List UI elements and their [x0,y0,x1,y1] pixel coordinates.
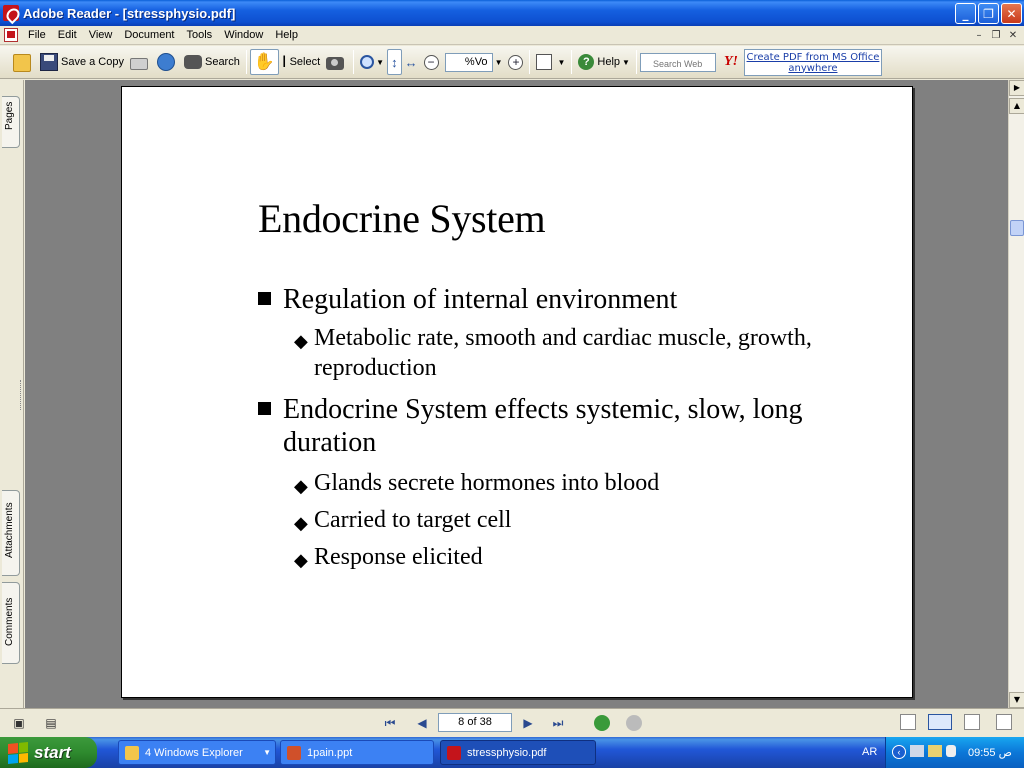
continuous-facing-layout-icon[interactable] [964,714,980,730]
next-page-button[interactable]: ▶ [523,716,533,730]
sub-bullet-text: Metabolic rate, smooth and cardiac muscle, growth, reproduction [314,325,812,381]
toolbar-separator [571,50,572,74]
help-button[interactable] [575,49,633,75]
pdf-page [121,86,913,698]
options-arrow-icon[interactable]: ▶ [1009,80,1024,96]
toolbar-separator [636,50,637,74]
status-bar [0,708,1024,736]
continuous-layout-icon[interactable] [928,714,952,730]
print-button[interactable] [127,49,154,75]
menu-file[interactable]: File [28,29,46,41]
sub-bullet-item [294,542,834,572]
diamond-bullet-icon: ◆ [294,331,308,351]
sub-bullet-item [294,468,834,498]
taskbar-item-label: stressphysio.pdf [467,746,547,759]
select-label: Select [289,56,321,68]
zoom-tool-button[interactable] [357,49,387,75]
slide-title: Endocrine System [258,196,546,241]
title-bar [0,0,1024,26]
camera-icon [326,57,344,70]
menu-tools[interactable]: Tools [186,29,213,41]
create-pdf-link[interactable]: Create PDF from MS Office anywhere [744,49,882,76]
page-number-field[interactable]: 8 of 38 [438,713,512,732]
safely-remove-icon[interactable] [928,745,942,757]
text-cursor-icon: Ⅰ [281,54,287,71]
tray-arrow-icon[interactable]: ‹ [892,745,906,759]
help-icon: ? [578,54,594,70]
square-bullet-icon [258,292,271,305]
restore-button[interactable]: ❐ [978,3,999,24]
tab-pages[interactable]: Pages [2,96,20,148]
tab-comments[interactable]: Comments [2,582,20,664]
search-web-input[interactable] [640,53,716,72]
diamond-bullet-icon: ◆ [294,476,308,496]
toolbar [0,46,1024,79]
network-icon[interactable] [910,745,924,757]
vertical-scrollbar[interactable] [1008,80,1024,708]
doc-close-button[interactable]: ✕ [1008,29,1018,41]
menu-help[interactable]: Help [275,29,298,41]
document-icon[interactable] [4,28,18,42]
search-button[interactable] [181,49,243,75]
go-back-icon[interactable] [594,715,610,731]
taskbar-item-label: 1pain.ppt [307,746,353,759]
window-title: Adobe Reader - [stressphysio.pdf] [23,5,236,21]
menu-view[interactable]: View [88,29,113,41]
menu-window[interactable]: Window [224,29,264,41]
chevron-down-icon: ▼ [557,57,566,67]
save-copy-label: Save a Copy [61,56,124,68]
previous-page-button[interactable]: ◀ [417,716,427,730]
taskbar-item-label: 4 Windows Explorer [145,746,243,759]
doc-minimize-button[interactable]: – [976,29,982,41]
navigation-pane [0,80,24,708]
sub-bullet-text: Response elicited [314,544,483,570]
zoom-level-field[interactable]: %Vo [445,53,493,72]
menu-document[interactable]: Document [124,29,175,41]
taskbar-item-adobe-reader[interactable] [440,740,596,765]
open-button[interactable] [10,49,37,75]
chevron-down-icon: ▼ [263,748,271,757]
first-page-button[interactable]: ⏮ [384,716,396,730]
language-indicator[interactable]: AR [862,746,878,758]
fit-page-icon: ↕ [391,54,398,70]
zoom-out-icon: − [424,55,439,70]
bullet-item [258,393,838,459]
zoom-out-button[interactable] [421,49,442,75]
page-layout-icon [536,54,552,70]
speaker-icon[interactable] [946,745,956,757]
clock[interactable]: 09:55 ص [968,747,1012,759]
chevron-down-icon: ▼ [376,57,385,67]
taskbar [0,737,1024,768]
actual-size-button[interactable] [387,49,402,75]
toolbar-separator [246,50,247,74]
sub-bullet-text: Glands secrete hormones into blood [314,470,660,496]
toolbar-separator [353,50,354,74]
bullet-item [258,283,838,316]
facing-layout-icon[interactable] [996,714,1012,730]
taskbar-item-powerpoint[interactable] [280,740,434,765]
magnifier-icon [360,55,374,69]
taskbar-item-windows-explorer[interactable] [118,740,276,765]
open-folder-icon [13,54,31,72]
pdf-icon [447,746,461,760]
save-copy-button[interactable] [37,49,127,75]
zoom-select[interactable] [442,49,506,75]
screen-icon[interactable]: ▣ [13,716,25,730]
start-button[interactable] [0,737,97,768]
windows-logo-icon [8,741,28,763]
system-tray [885,737,1024,768]
diamond-bullet-icon: ◆ [294,550,308,570]
menu-edit[interactable]: Edit [57,29,77,41]
chevron-down-icon: ▼ [494,57,503,67]
sub-bullet-item [294,505,834,535]
bullet-text: Endocrine System effects systemic, slow, long duration [283,394,803,458]
tab-attachments[interactable]: Attachments [2,490,20,576]
diamond-bullet-icon: ◆ [294,513,308,533]
save-disk-icon [40,53,58,71]
zoom-in-button[interactable] [505,49,526,75]
scrollbar-thumb[interactable] [1010,220,1024,236]
bullet-text: Regulation of internal environment [283,284,678,315]
fit-width-button[interactable] [402,49,421,75]
hand-tool-button[interactable] [250,49,279,75]
scroll-down-button[interactable]: ▼ [1009,692,1024,708]
yahoo-button[interactable]: Y! [723,54,738,69]
fit-width-icon: ↔ [404,54,418,70]
menu-bar [0,26,1024,45]
doc-properties-icon[interactable]: ▤ [45,716,57,730]
page-layout-button[interactable] [533,49,568,75]
single-page-layout-icon[interactable] [900,714,916,730]
powerpoint-icon [287,746,301,760]
last-page-button[interactable]: ⏭ [552,716,564,730]
start-label: start [34,742,71,762]
document-view[interactable] [25,80,1008,708]
pane-resize-handle[interactable] [20,380,23,410]
minimize-button[interactable]: _ [955,3,976,24]
search-label: Search [204,56,240,68]
sub-bullet-text: Carried to target cell [314,507,512,533]
printer-icon [130,58,148,70]
snapshot-button[interactable] [323,49,350,75]
email-icon [157,53,175,71]
zoom-in-icon: + [508,55,523,70]
sub-bullet-item [294,323,834,383]
email-button[interactable] [154,49,181,75]
toolbar-separator [529,50,530,74]
help-label: Help [597,56,621,68]
hand-icon: ✋ [253,52,276,71]
scroll-up-button[interactable]: ▲ [1009,98,1024,114]
folder-icon [125,746,139,760]
chevron-down-icon: ▼ [622,57,630,67]
square-bullet-icon [258,402,271,415]
select-tool-button[interactable] [279,49,323,75]
binoculars-icon [184,55,202,69]
adobe-reader-icon [3,5,19,21]
doc-restore-button[interactable]: ❐ [991,29,1001,41]
close-button[interactable]: ✕ [1001,3,1022,24]
go-forward-icon[interactable] [626,715,642,731]
